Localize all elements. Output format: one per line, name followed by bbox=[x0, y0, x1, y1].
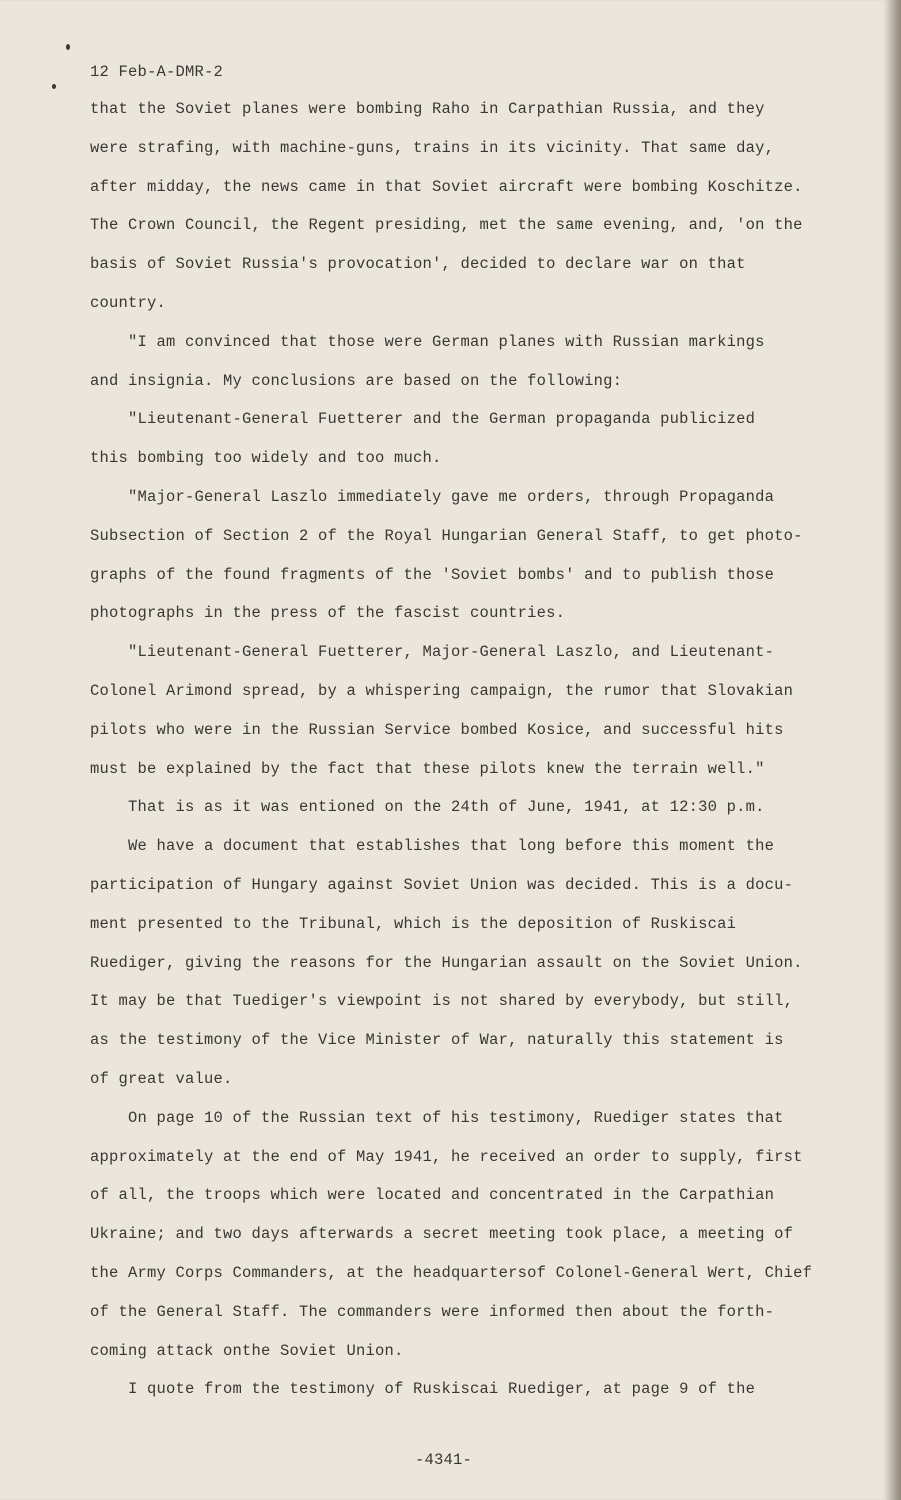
ink-mark bbox=[66, 44, 70, 50]
text-line: must be explained by the fact that these pilots knew the terrain well." bbox=[90, 759, 765, 778]
text-line: photographs in the press of the fascist countries. bbox=[90, 604, 566, 623]
text-line: Colonel Arimond spread, by a whispering campaign, the rumor that Slovakian bbox=[90, 681, 794, 700]
text-line: participation of Hungary against Soviet Union was decided. This is a docu- bbox=[90, 875, 794, 894]
text-line: and insignia. My conclusions are based on the following: bbox=[90, 371, 623, 390]
text-line: graphs of the found fragments of the 'Soviet bombs' and to publish those bbox=[90, 565, 775, 584]
page-number: -4341- bbox=[414, 1451, 472, 1469]
text-line: Subsection of Section 2 of the Royal Hungarian General Staff, to get photo- bbox=[90, 526, 803, 545]
page-edge bbox=[887, 0, 901, 1500]
text-line: of great value. bbox=[90, 1069, 233, 1088]
text-line: this bombing too widely and too much. bbox=[90, 449, 442, 468]
text-line: Ruediger, giving the reasons for the Hungarian assault on the Soviet Union. bbox=[90, 953, 803, 972]
text-line: I quote from the testimony of Ruskiscai Ruediger, at page 9 of the bbox=[128, 1380, 756, 1399]
text-line: "I am convinced that those were German planes with Russian markings bbox=[128, 332, 765, 351]
text-line: pilots who were in the Russian Service bombed Kosice, and successful hits bbox=[90, 720, 784, 739]
text-line: that the Soviet planes were bombing Raho in Carpathian Russia, and they bbox=[90, 100, 765, 118]
text-line: approximately at the end of May 1941, he received an order to supply, first bbox=[90, 1147, 803, 1166]
text-line: coming attack onthe Soviet Union. bbox=[90, 1341, 404, 1360]
text-line: On page 10 of the Russian text of his testimony, Ruediger states that bbox=[128, 1108, 784, 1127]
document-code: 12 Feb-A-DMR-2 bbox=[90, 63, 224, 81]
text-line: We have a document that establishes that long before this moment the bbox=[128, 837, 775, 856]
text-line: The Crown Council, the Regent presiding, met the same evening, and, 'on the bbox=[90, 216, 803, 235]
text-line: "Lieutenant-General Fuetterer and the German propaganda publicized bbox=[128, 410, 756, 429]
ink-mark bbox=[52, 84, 56, 89]
text-line: Ukraine; and two days afterwards a secret meeting took place, a meeting of bbox=[90, 1225, 794, 1244]
text-line: ment presented to the Tribunal, which is the deposition of Ruskiscai bbox=[90, 914, 737, 933]
text-line: the Army Corps Commanders, at the headquartersof Colonel-General Wert, Chief bbox=[90, 1263, 813, 1282]
text-line: as the testimony of the Vice Minister of War, naturally this statement is bbox=[90, 1031, 784, 1050]
text-line: of all, the troops which were located and concentrated in the Carpathian bbox=[90, 1186, 775, 1205]
text-line: "Major-General Laszlo immediately gave me orders, through Propaganda bbox=[128, 487, 775, 506]
text-line: "Lieutenant-General Fuetterer, Major-General Laszlo, and Lieutenant- bbox=[128, 643, 775, 662]
text-line: after midday, the news came in that Soviet aircraft were bombing Koschitze. bbox=[90, 177, 803, 196]
text-line: It may be that Tuediger's viewpoint is not shared by everybody, but still, bbox=[90, 992, 794, 1011]
text-line: country. bbox=[90, 293, 167, 312]
transcript-body bbox=[90, 99, 830, 1418]
text-line: basis of Soviet Russia's provocation', decided to declare war on that bbox=[90, 255, 746, 274]
text-line: of the General Staff. The commanders were informed then about the forth- bbox=[90, 1302, 775, 1321]
text-line: That is as it was entioned on the 24th of June, 1941, at 12:30 p.m. bbox=[128, 798, 765, 817]
text-line: were strafing, with machine-guns, trains in its vicinity. That same day, bbox=[90, 138, 775, 157]
